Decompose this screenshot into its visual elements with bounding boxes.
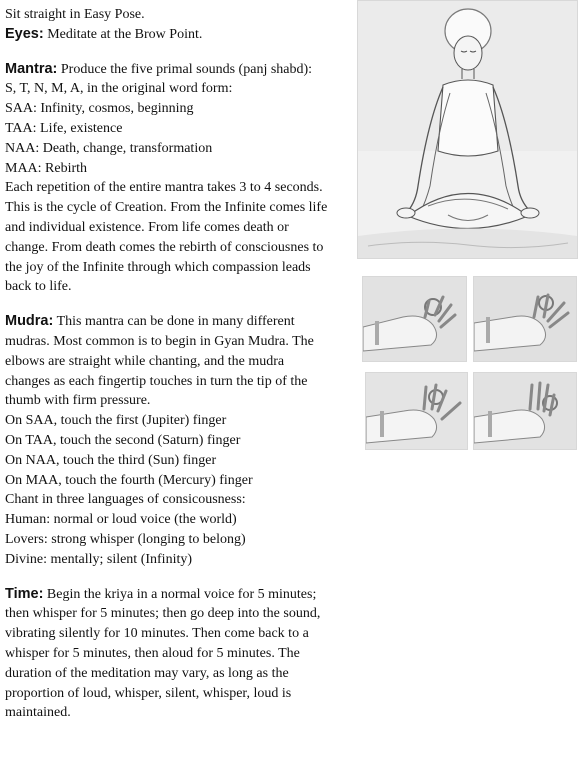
- intro-text: Sit straight in Easy Pose.: [5, 7, 145, 22]
- mudra-line: Human: normal or loud voice (the world): [5, 512, 237, 528]
- hand-mudra-illustration: [474, 373, 576, 449]
- time-line: whisper for 5 minutes, then aloud for 5 minutes. The: [5, 645, 300, 661]
- mantra-section: [5, 60, 355, 298]
- time-line: maintained.: [5, 705, 71, 721]
- mudra-photo-naa: [365, 372, 468, 450]
- mantra-line: back to life.: [5, 279, 72, 295]
- mudra-line: mudras. Most common is to begin in Gyan Mudra. The: [5, 333, 314, 349]
- mudra-first-line: [5, 312, 355, 332]
- time-first-line: [5, 585, 355, 605]
- instructions-text: [5, 5, 355, 723]
- hand-mudra-illustration: [366, 373, 467, 449]
- mantra-line: change. From death comes the rebirth of consciousnes to: [5, 239, 324, 255]
- mudra-line: On NAA, touch the third (Sun) finger: [5, 452, 217, 468]
- time-label: Time:: [5, 585, 44, 602]
- time-line: then whisper for 5 minutes; then go deep into the sound,: [5, 606, 321, 622]
- mudra-line: On SAA, touch the first (Jupiter) finger: [5, 413, 227, 429]
- mudra-photo-saa: [362, 276, 467, 362]
- mantra-first-text: Produce the five primal sounds (panj shabd):: [60, 61, 313, 77]
- mudra-line: Divine: mentally; silent (Infinity): [5, 551, 193, 567]
- mudra-section: [5, 312, 355, 569]
- mantra-first-line: [5, 60, 355, 80]
- mudra-line: Chant in three languages of consicousness:: [5, 492, 246, 508]
- time-line: vibrating silently for 10 minutes. Then come back to a: [5, 626, 309, 642]
- time-line: proportion of loud, whisper, silent, whisper, loud is: [5, 685, 292, 701]
- time-first-text: Begin the kriya in a normal voice for 5 minutes;: [46, 586, 317, 602]
- eyes-text: Meditate at the Brow Point.: [47, 26, 203, 42]
- time-line: duration of the meditation may vary, as long as the: [5, 665, 289, 681]
- mudra-line: thumb with firm pressure.: [5, 393, 151, 409]
- mantra-line: Each repetition of the entire mantra takes 3 to 4 seconds.: [5, 180, 323, 196]
- mantra-line: S, T, N, M, A, in the original word form:: [5, 81, 233, 97]
- mudra-photo-taa: [473, 276, 577, 362]
- mantra-line: NAA: Death, change, transformation: [5, 140, 213, 156]
- mudra-first-text: This mantra can be done in many different: [56, 314, 295, 330]
- mantra-line: This is the cycle of Creation. From the Infinite comes life: [5, 200, 328, 216]
- mantra-line: the joy of the Infinite through which compassion leads: [5, 259, 311, 275]
- eyes-label: Eyes:: [5, 25, 44, 42]
- mudra-line: elbows are straight while chanting, and the mudra: [5, 353, 285, 369]
- mudra-line: changes as each fingertip touches in turn the tip of the: [5, 373, 308, 389]
- mantra-line: SAA: Infinity, cosmos, beginning: [5, 101, 194, 117]
- meditation-pose-image: [357, 0, 578, 259]
- mantra-line: MAA: Rebirth: [5, 160, 88, 176]
- mudra-line: On MAA, touch the fourth (Mercury) finger: [5, 472, 253, 488]
- eyes-section: [5, 25, 355, 45]
- mudra-line: Lovers: strong whisper (longing to belong): [5, 531, 246, 547]
- mantra-line: and individual existence. From life comes death or: [5, 219, 289, 235]
- mudra-line: On TAA, touch the second (Saturn) finger: [5, 432, 241, 448]
- hand-mudra-illustration: [363, 277, 466, 361]
- mudra-photo-maa: [473, 372, 577, 450]
- mantra-line: TAA: Life, existence: [5, 120, 123, 136]
- meditating-figure-illustration: [358, 1, 577, 258]
- mudra-label: Mudra:: [5, 313, 54, 330]
- hand-mudra-illustration: [474, 277, 576, 361]
- mantra-label: Mantra:: [5, 60, 58, 77]
- time-section: [5, 585, 355, 724]
